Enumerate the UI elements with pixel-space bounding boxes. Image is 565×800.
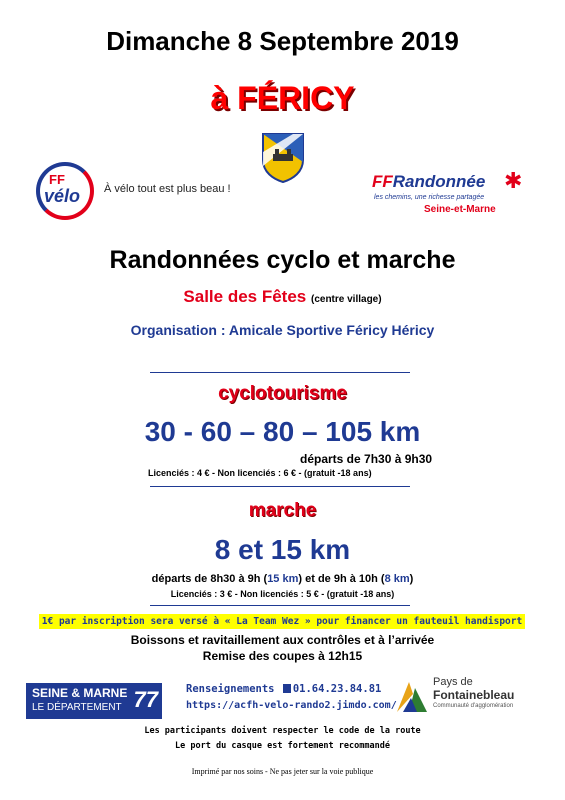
cyclo-departures: départs de 7h30 à 9h30: [300, 452, 433, 466]
seine-logo-number: 77: [133, 687, 158, 712]
marche-prices: Licenciés : 3 € - Non licenciés : 5 € - (gratuit -18 ans): [170, 589, 395, 599]
marche-distance-long: 15 km: [267, 573, 299, 585]
ffrandonnee-tagline: les chemins, une richesse partagée: [374, 194, 485, 201]
contact-label: Renseignements: [186, 683, 275, 695]
ffvelo-slogan: À vélo tout est plus beau !: [104, 183, 231, 195]
contact-url[interactable]: https://acfh-velo-rando2.jimdo.com/: [186, 700, 397, 711]
seine-logo-top: SEINE & MARNE: [32, 686, 128, 700]
cyclo-heading: cyclotourisme: [218, 383, 347, 404]
pays-de-fontainebleau-logo: [395, 674, 545, 718]
ffvelo-ff: FF: [49, 172, 65, 187]
marche-departures: [0, 573, 565, 585]
refreshments-note: Boissons et ravitaillement aux contrôles et à l’arrivée: [130, 633, 435, 647]
marche-distances: 8 et 15 km: [214, 534, 351, 565]
footer-note: Imprimé par nos soins - Ne pas jeter sur la voie publique: [191, 767, 374, 776]
venue-note: (centre village): [310, 294, 382, 305]
marche-departures-text: départs de 8h30 à 9h (: [151, 573, 268, 585]
fontainebleau-mark-icon: [395, 678, 429, 714]
rules-line-1: Les participants doivent respecter le code de la route: [144, 726, 421, 736]
ffvelo-logo: [36, 162, 246, 222]
pays-line-2: Fontainebleau: [433, 688, 515, 702]
venue-name: Salle des Fêtes: [183, 287, 307, 306]
charity-banner: 1€ par inscription sera versé à « La Team Wez » pour financer un fauteuil handisport: [39, 614, 525, 629]
rules-line-2: Le port du casque est fortement recommandé: [175, 741, 390, 751]
event-date: Dimanche 8 Septembre 2019: [106, 26, 459, 56]
coat-of-arms-icon: [260, 132, 306, 184]
ffrandonnee-logo: [372, 168, 542, 222]
ffrandonnee-name: [372, 172, 485, 192]
marche-distance-short: 8 km: [384, 573, 410, 585]
venue: [0, 287, 565, 307]
marche-heading: marche: [248, 500, 317, 521]
marche-departures-text: ) et de 9h à 10h (: [298, 573, 385, 585]
ffrandonnee-word: Randonnée: [392, 172, 486, 191]
phone-icon: [283, 684, 291, 693]
ffvelo-word: vélo: [44, 186, 81, 206]
pays-line-1: Pays de: [433, 676, 473, 688]
hiker-icon: ✱: [504, 168, 523, 193]
ffrandonnee-department: Seine-et-Marne: [424, 204, 496, 215]
event-town: à FÉRICY: [210, 80, 355, 116]
separator-line: [150, 372, 410, 373]
pays-line-3: Communauté d'agglomération: [433, 703, 514, 709]
cyclo-distances: 30 - 60 – 80 – 105 km: [144, 416, 421, 447]
marche-departures-text: ): [409, 573, 414, 585]
contact-info: [186, 683, 381, 695]
seine-et-marne-logo: [26, 683, 162, 719]
event-title: Randonnées cyclo et marche: [109, 246, 456, 274]
separator-line: [150, 605, 410, 606]
awards-note: Remise des coupes à 12h15: [202, 649, 363, 663]
organisation: Organisation : Amicale Sportive Féricy Héricy: [130, 322, 435, 338]
cyclo-prices: Licenciés : 4 € - Non licenciés : 6 € - (gratuit -18 ans): [148, 468, 372, 478]
ffrandonnee-ff: FF: [372, 172, 393, 191]
separator-line: [150, 486, 410, 487]
seine-logo-bottom: LE DÉPARTEMENT: [32, 702, 122, 713]
contact-phone[interactable]: 01.64.23.84.81: [292, 683, 382, 695]
